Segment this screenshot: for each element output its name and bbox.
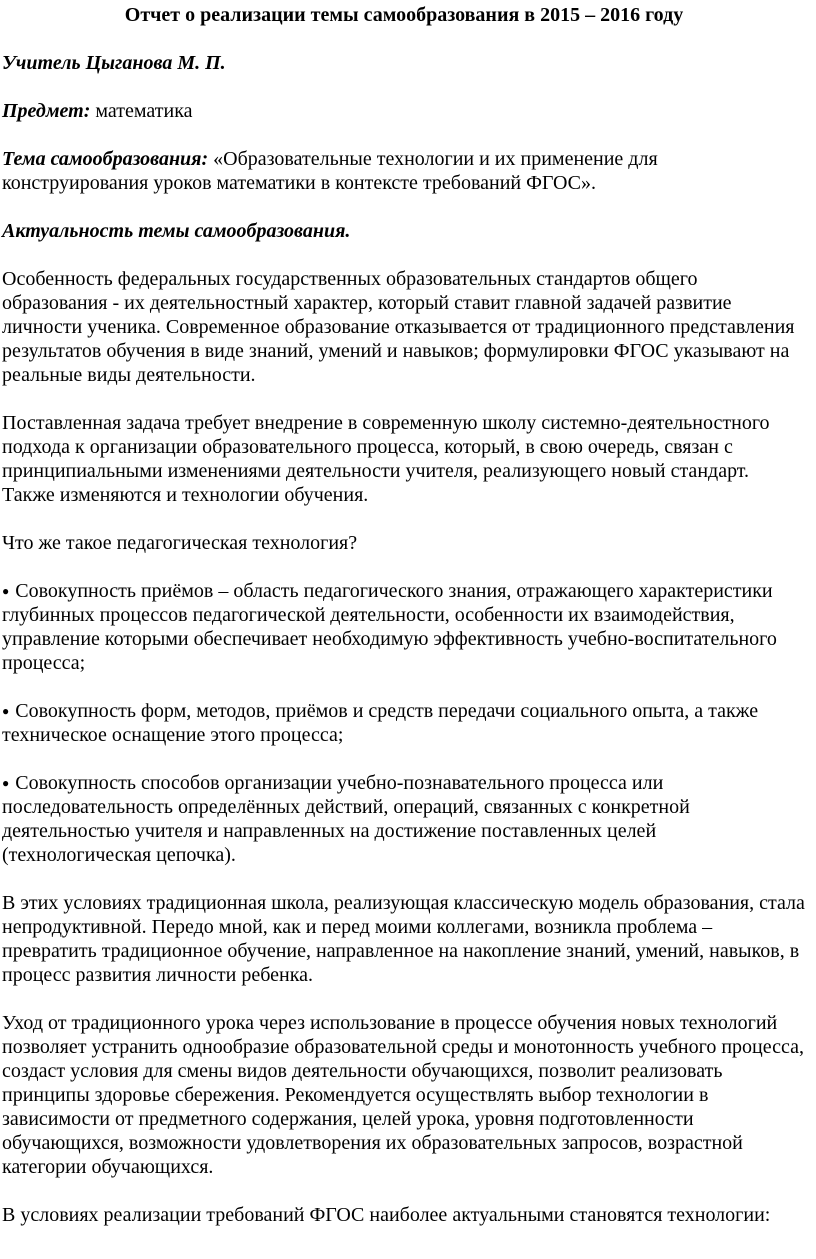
spacer: [2, 867, 806, 891]
bullet-icon: ●: [2, 704, 10, 718]
spacer: [2, 555, 806, 579]
subject-label: Предмет:: [2, 100, 91, 122]
paragraph: Уход от традиционного урока через использование в процессе обучения новых технологий позволяет устранить однообразие образовательной среды и монотонность учебного процесса, создаст условия для смены видов деятельности обучающихся, позволит реализовать принципы здоровье сбережения. Рекомендуется осуществлять выбор технологии в зависимости от предметного содержания, целей урока, уровня подготовленности обучающихся, возможности удовлетворения их образовательных запросов, возрастной категории обучающихся.: [2, 1012, 804, 1178]
spacer: [2, 1179, 806, 1203]
bullet-item: [2, 579, 806, 675]
spacer: [2, 195, 806, 219]
bullet-text: Совокупность форм, методов, приёмов и средств передачи социального опыта, а также техническое оснащение этого процесса;: [2, 700, 759, 746]
spacer: [2, 387, 806, 411]
bullet-text: Совокупность способов организации учебно-познавательного процесса или последовательность определённых действий, операций, связанных с конкретной деятельностью учителя и направленных на достижение поставленных целей (технологическая цепочка).: [2, 772, 690, 866]
bullet-item: [2, 699, 806, 747]
bullet-item: [2, 771, 806, 867]
bullet-text: Совокупность приёмов – область педагогического знания, отражающего характеристики глубинных процессов педагогической деятельности, особенности их взаимодействия, управление которыми обеспечивает необходимую эффективность учебно-воспитательного процесса;: [2, 580, 777, 674]
spacer: [2, 507, 806, 531]
document-title: Отчет о реализации темы самообразования в 2015 – 2016 году: [124, 4, 684, 26]
paragraph: Поставленная задача требует внедрение в современную школу системно-деятельностного подхода к организации образовательного процесса, который, в свою очередь, связан с принципиальными изменениями деятельности учителя, реализующего новый стандарт. Также изменяются и технологии обучения.: [2, 412, 770, 506]
subject-value: математика: [90, 100, 193, 122]
theme-line: [2, 147, 806, 195]
bullet-icon: ●: [2, 584, 10, 598]
spacer: [2, 123, 806, 147]
theme-label: Тема самообразования:: [2, 148, 209, 170]
relevance-heading: Актуальность темы самообразования.: [2, 220, 351, 242]
spacer: [2, 747, 806, 771]
spacer: [2, 75, 806, 99]
theme-value: «Образовательные технологии и их применение для конструирования уроков математики в контексте требований ФГОС».: [2, 148, 658, 194]
paragraph: Что же такое педагогическая технология?: [2, 532, 358, 554]
paragraph: В условиях реализации требований ФГОС наиболее актуальными становятся технологии:: [2, 1204, 771, 1226]
bullet-icon: ●: [2, 776, 10, 790]
spacer: [2, 27, 806, 51]
spacer: [2, 987, 806, 1011]
spacer: [2, 243, 806, 267]
subject-line: [2, 99, 806, 123]
paragraph: Особенность федеральных государственных образовательных стандартов общего образования - их деятельностный характер, который ставит главной задачей развитие личности ученика. Современное образование отказывается от традиционного представления результатов обучения в виде знаний, умений и навыков; формулировки ФГОС указывают на реальные виды деятельности.: [2, 268, 795, 386]
spacer: [2, 675, 806, 699]
teacher-name: Учитель Цыганова М. П.: [2, 52, 226, 74]
paragraph: В этих условиях традиционная школа, реализующая классическую модель образования, стала непродуктивной. Передо мной, как и перед моими коллегами, возникла проблема – превратить традиционное обучение, направленное на накопление знаний, умений, навыков, в процесс развития личности ребенка.: [2, 892, 805, 986]
